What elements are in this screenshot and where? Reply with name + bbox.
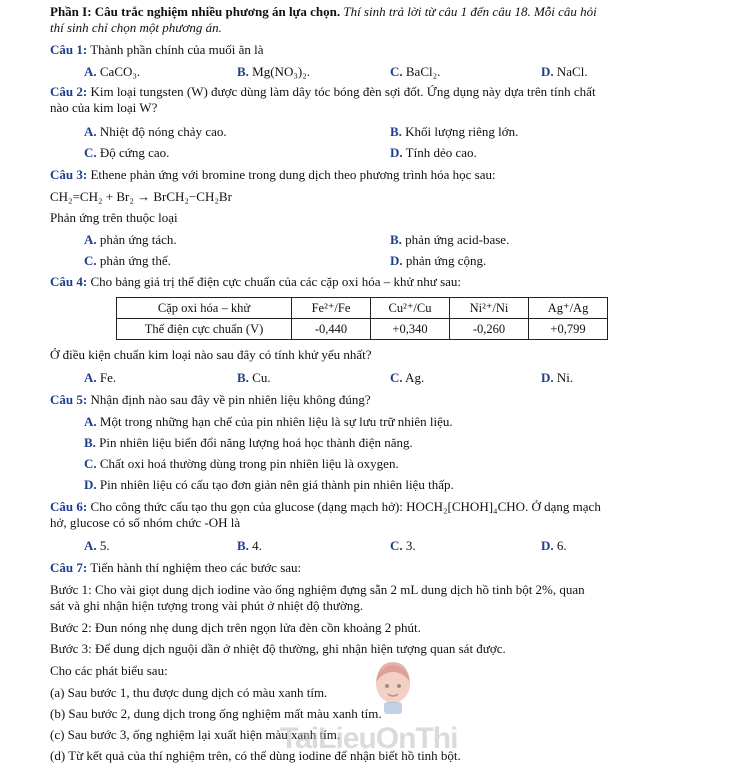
q3-text: Ethene phản ứng với bromine trong dung dịch theo phương trình hóa học sau: bbox=[87, 167, 496, 182]
q2-option-a[interactable]: A. Nhiệt độ nóng chảy cao. bbox=[84, 124, 227, 139]
part-instruction-cont: thí sinh chỉ chọn một phương án. bbox=[50, 20, 222, 35]
part-instruction: Thí sinh trả lời từ câu 1 đến câu 18. Mỗi câu hỏi bbox=[340, 4, 597, 19]
question-1 bbox=[50, 42, 264, 58]
table-cell: -0,260 bbox=[450, 319, 529, 340]
q4-option-c[interactable]: C. Ag. bbox=[390, 370, 425, 385]
q6-option-a[interactable]: A. 5. bbox=[84, 538, 110, 553]
q1-label: Câu 1: bbox=[50, 42, 88, 57]
q1-option-d[interactable]: D. NaCl. bbox=[541, 64, 588, 79]
question-3 bbox=[50, 167, 496, 183]
q7-statement-c: (c) Sau bước 3, ống nghiệm lại xuất hiện màu xanh tím. bbox=[50, 727, 341, 742]
q2-label: Câu 2: bbox=[50, 84, 88, 99]
q4-text: Cho bảng giá trị thế điện cực chuẩn của các cặp oxi hóa – khử như sau: bbox=[87, 274, 462, 289]
q7-intro: Cho các phát biểu sau: bbox=[50, 663, 168, 678]
table-cell: Thế điện cực chuẩn (V) bbox=[117, 319, 292, 340]
q2-option-c[interactable]: C. Độ cứng cao. bbox=[84, 145, 170, 160]
q5-option-c[interactable]: C. Chất oxi hoá thường dùng trong pin nhiên liệu là oxygen. bbox=[84, 456, 399, 471]
potential-table bbox=[116, 297, 608, 340]
q4-option-d[interactable]: D. Ni. bbox=[541, 370, 574, 385]
watermark bbox=[262, 714, 492, 760]
question-4 bbox=[50, 274, 461, 290]
table-row bbox=[117, 298, 608, 319]
q2-text-cont: nào của kim loại W? bbox=[50, 100, 158, 115]
question-5 bbox=[50, 392, 371, 408]
q1-option-c[interactable]: C. BaCl₂. bbox=[390, 64, 441, 79]
q5-option-a[interactable]: A. Một trong những hạn chế của pin nhiên liệu là sự lưu trữ nhiên liệu. bbox=[84, 414, 453, 429]
q3-text-cont: Phản ứng trên thuộc loại bbox=[50, 210, 178, 225]
q6-text: Cho công thức cấu tạo thu gọn của glucose (dạng mạch hở): HOCH₂[CHOH]₄CHO. Ở dạng mạch bbox=[87, 499, 601, 514]
q4-option-b[interactable]: B. Cu. bbox=[237, 370, 271, 385]
table-row bbox=[117, 319, 608, 340]
table-header-cell: Ag⁺/Ag bbox=[529, 298, 608, 319]
q5-label: Câu 5: bbox=[50, 392, 88, 407]
q5-option-d[interactable]: D. Pin nhiên liệu có cấu tạo đơn giản nên giá thành pin nhiên liệu thấp. bbox=[84, 477, 454, 492]
q1-text: Thành phần chính của muối ăn là bbox=[87, 42, 264, 57]
table-cell: -0,440 bbox=[292, 319, 371, 340]
table-cell: +0,340 bbox=[371, 319, 450, 340]
q6-text-cont: hở, glucose có số nhóm chức -OH là bbox=[50, 515, 241, 530]
question-7 bbox=[50, 560, 301, 576]
table-header-cell: Ni²⁺/Ni bbox=[450, 298, 529, 319]
question-2 bbox=[50, 84, 596, 100]
q1-option-a[interactable]: A. CaCO₃. bbox=[84, 64, 141, 79]
table-header-cell: Cặp oxi hóa – khử bbox=[117, 298, 292, 319]
q3-option-b[interactable]: B. phản ứng acid-base. bbox=[390, 232, 510, 247]
q5-text: Nhận định nào sau đây về pin nhiên liệu không đúng? bbox=[87, 392, 371, 407]
q1-option-b[interactable]: B. Mg(NO₃)₂. bbox=[237, 64, 310, 79]
q7-step-2: Bước 2: Đun nóng nhẹ dung dịch trên ngọn lửa đèn cồn khoảng 2 phút. bbox=[50, 620, 421, 635]
q4-label: Câu 4: bbox=[50, 274, 88, 289]
q7-step-3: Bước 3: Để dung dịch nguội dần ở nhiệt độ thường, ghi nhận hiện tượng quan sát được. bbox=[50, 641, 506, 656]
q5-option-b[interactable]: B. Pin nhiên liệu biến đổi năng lượng hoá học thành điện năng. bbox=[84, 435, 413, 450]
q4-option-a[interactable]: A. Fe. bbox=[84, 370, 117, 385]
q3-option-a[interactable]: A. phản ứng tách. bbox=[84, 232, 177, 247]
q7-statement-a: (a) Sau bước 1, thu được dung dịch có màu xanh tím. bbox=[50, 685, 328, 700]
q3-label: Câu 3: bbox=[50, 167, 88, 182]
q6-option-b[interactable]: B. 4. bbox=[237, 538, 262, 553]
q7-label: Câu 7: bbox=[50, 560, 88, 575]
q2-text: Kim loại tungsten (W) được dùng làm dây tóc bóng đèn sợi đốt. Ứng dụng này dựa trên tính chất bbox=[87, 84, 596, 99]
q2-option-b[interactable]: B. Khối lượng riêng lớn. bbox=[390, 124, 519, 139]
q3-option-c[interactable]: C. phản ứng thế. bbox=[84, 253, 171, 268]
q3-equation: CH₂=CH₂ + Br₂ → BrCH₂−CH₂Br bbox=[50, 189, 232, 204]
q7-step-1: Bước 1: Cho vài giọt dung dịch iodine vào ống nghiệm đựng sẵn 2 mL dung dịch hồ tinh bột 2%, quan bbox=[50, 582, 585, 597]
q7-step-1-cont: sát và ghi nhận hiện tượng trong vài phút ở nhiệt độ thường. bbox=[50, 598, 364, 613]
question-6 bbox=[50, 499, 601, 515]
q4-text-cont: Ở điều kiện chuẩn kim loại nào sau đây có tính khử yếu nhất? bbox=[50, 347, 372, 362]
q3-option-d[interactable]: D. phản ứng cộng. bbox=[390, 253, 487, 268]
q6-option-d[interactable]: D. 6. bbox=[541, 538, 567, 553]
part-title: Phần I: Câu trắc nghiệm nhiều phương án lựa chọn. bbox=[50, 4, 341, 19]
q6-label: Câu 6: bbox=[50, 499, 88, 514]
table-header-cell: Cu²⁺/Cu bbox=[371, 298, 450, 319]
mascot-icon bbox=[370, 658, 416, 714]
table-header-cell: Fe²⁺/Fe bbox=[292, 298, 371, 319]
q7-statement-d: (d) Từ kết quả của thí nghiệm trên, có thể dùng iodine để nhận biết hồ tinh bột. bbox=[50, 748, 461, 763]
q7-statement-b: (b) Sau bước 2, dung dịch trong ống nghiệm mất màu xanh tím. bbox=[50, 706, 382, 721]
q7-text: Tiến hành thí nghiệm theo các bước sau: bbox=[87, 560, 302, 575]
part-header bbox=[50, 4, 597, 20]
watermark-text: TaiLieuOnThi bbox=[280, 722, 458, 755]
q6-option-c[interactable]: C. 3. bbox=[390, 538, 416, 553]
table-cell: +0,799 bbox=[529, 319, 608, 340]
q2-option-d[interactable]: D. Tính dẻo cao. bbox=[390, 145, 477, 160]
